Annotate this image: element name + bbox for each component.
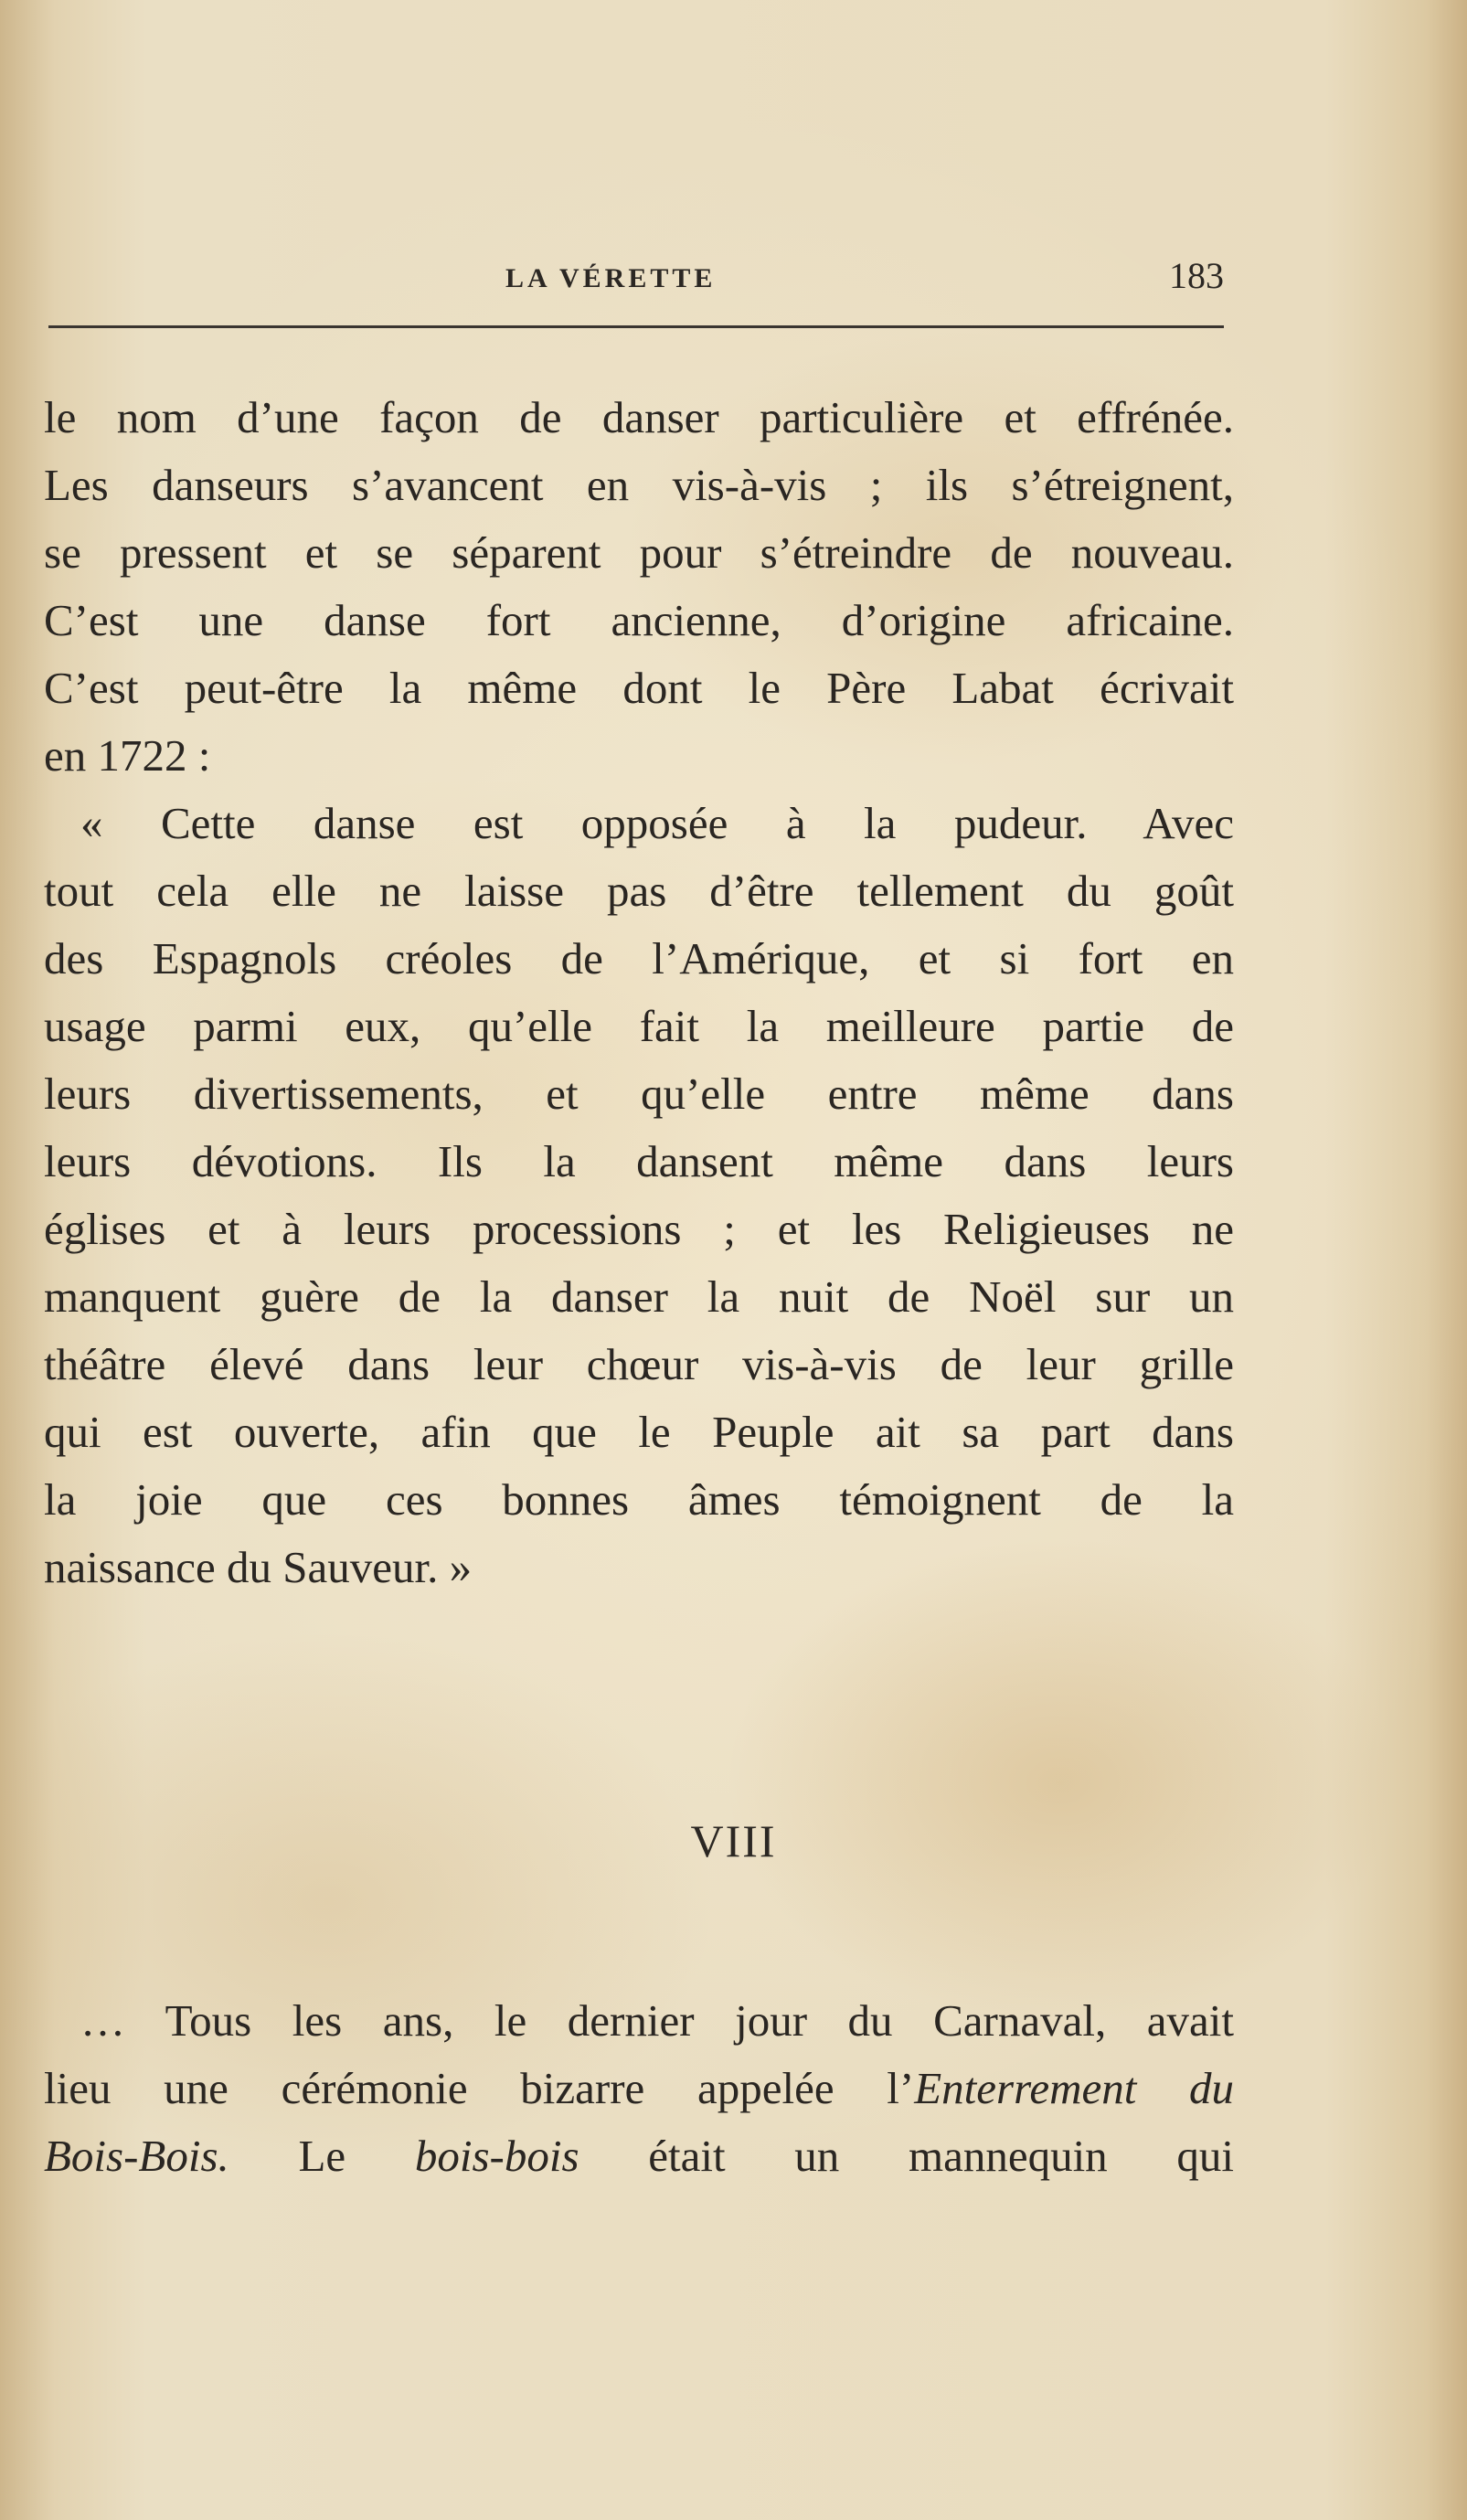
italic-term: bois-bois — [414, 2131, 579, 2181]
quote-line: leurs dévotions. Ils la dansent même dans leurs — [44, 1136, 1234, 1186]
text-line: en 1722 : — [44, 730, 211, 781]
quote-line: des Espagnols créoles de l’Amérique, et si fort en — [44, 933, 1234, 984]
text-line: … Tous les ans, le dernier jour du Carnaval, avait — [80, 1995, 1234, 2046]
quote-line: naissance du Sauveur. » — [44, 1542, 473, 1592]
italic-title: Enterrement du — [914, 2063, 1234, 2113]
quote-line: manquent guère de la danser la nuit de Noël sur un — [44, 1271, 1234, 1322]
text-line — [44, 2122, 1234, 2190]
text-block-2 — [44, 1987, 1234, 2190]
text-segment: était un mannequin qui — [579, 2131, 1234, 2181]
quote-line: leurs divertissements, et qu’elle entre même dans — [44, 1069, 1234, 1119]
quote-line: la joie que ces bonnes âmes témoignent de la — [44, 1474, 1234, 1525]
text-line: se pressent et se séparent pour s’étreindre de nouveau. — [44, 527, 1234, 578]
quote-line: « Cette danse est opposée à la pudeur. Avec — [80, 798, 1234, 848]
page-header — [48, 254, 1224, 300]
quote-line: usage parmi eux, qu’elle fait la meilleure partie de — [44, 1001, 1234, 1051]
text-block-1 — [44, 384, 1234, 1601]
text-line: C’est peut-être la même dont le Père Labat écrivait — [44, 663, 1234, 713]
page-number: 183 — [1169, 255, 1224, 296]
text-line — [44, 2055, 1234, 2122]
running-title: LA VÉRETTE — [505, 263, 717, 293]
text-line: le nom d’une façon de danser particulière et effrénée. — [44, 392, 1234, 442]
section-heading: VIII — [690, 1815, 777, 1866]
text-line: Les danseurs s’avancent en vis-à-vis ; ils s’étreignent, — [44, 460, 1234, 510]
quote-line: églises et à leurs processions ; et les Religieuses ne — [44, 1204, 1234, 1254]
text-segment: lieu une cérémonie bizarre appelée l’ — [44, 2063, 915, 2113]
text-line: C’est une danse fort ancienne, d’origine africaine. — [44, 595, 1234, 645]
quote-line: tout cela elle ne laisse pas d’être tellement du goût — [44, 866, 1234, 916]
text-segment: Le — [229, 2131, 415, 2181]
quote-line: qui est ouverte, afin que le Peuple ait sa part dans — [44, 1407, 1234, 1457]
header-rule — [48, 325, 1224, 328]
quote-line: théâtre élevé dans leur chœur vis-à-vis de leur grille — [44, 1339, 1234, 1389]
italic-title: Bois-Bois. — [44, 2131, 229, 2181]
